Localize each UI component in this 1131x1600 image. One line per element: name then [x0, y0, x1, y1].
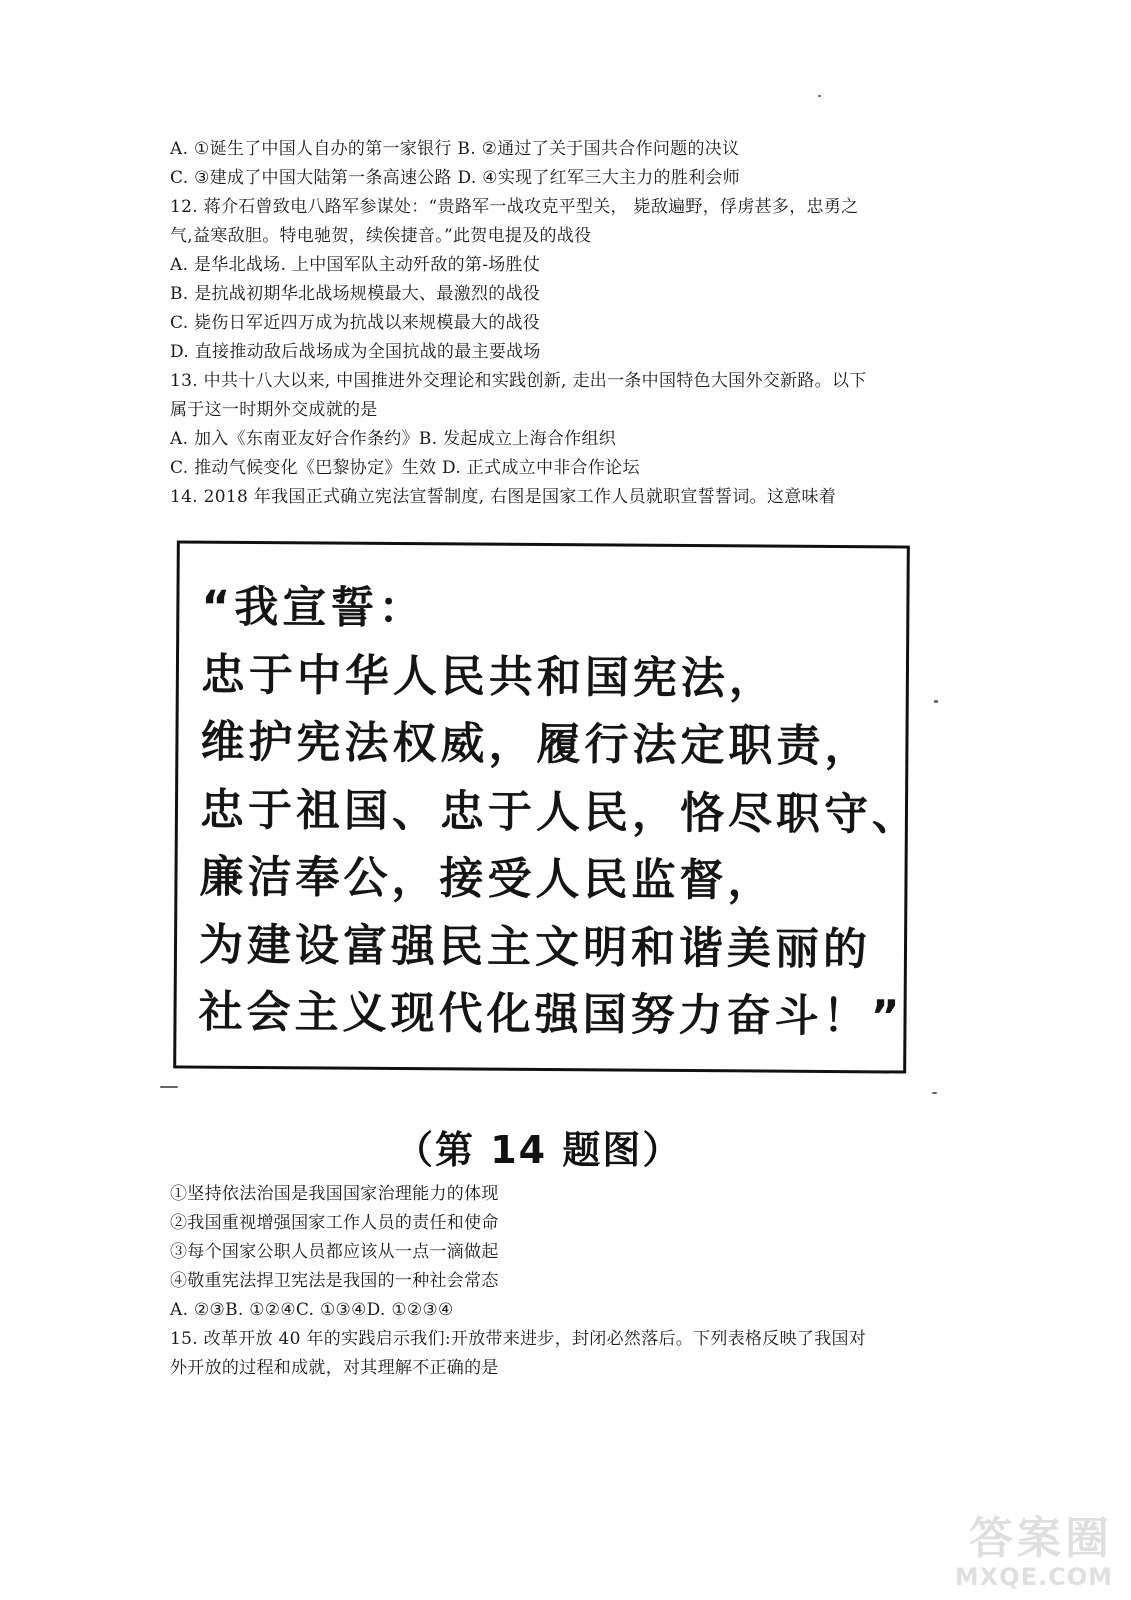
watermark-logo-text: 答案圈: [969, 1513, 1113, 1564]
q12-option-a: A. 是华北战场. 上中国军队主动歼敌的第-场胜仗: [170, 255, 541, 275]
oath-figure: [173, 540, 921, 1073]
q12-option-d: D. 直接推动敌后战场成为全国抗战的最主要战场: [170, 342, 541, 362]
q12-stem-line-1: 12. 蒋介石曾致电八路军参谋处：“贵路军一战攻克平型关， 毙敌遍野，俘虏甚多，忠勇之: [170, 197, 859, 217]
q13-options-cd: C. 推动气候变化《巴黎协定》生效 D. 正式成立中非合作论坛: [170, 458, 640, 478]
scan-speck: [818, 95, 821, 97]
oath-line-2: 忠于中华人民共和国宪法，: [200, 649, 778, 705]
q13-options-ab: A. 加入《东南亚友好合作条约》B. 发起成立上海合作组织: [170, 429, 617, 449]
q14-statement-4: ④敬重宪法捍卫宪法是我国的一种社会常态: [170, 1271, 499, 1291]
scan-speck: [160, 1086, 178, 1088]
site-watermark: [883, 1514, 1113, 1594]
questions-11-14-text: [170, 135, 970, 512]
q12-stem-line-2: 气,益寒敌胆。特电驰贺，续俟捷音。”此贺电提及的战役: [170, 226, 592, 246]
q12-option-c: C. 毙伤日军近四万成为抗战以来规模最大的战役: [170, 313, 541, 333]
oath-line-7: 社会主义现代化强国努力奋斗！”: [198, 986, 904, 1043]
q13-stem-line-1: 13. 中共十八大以来, 中国推进外交理论和实践创新, 走出一条中国特色大国外交新路。以下: [170, 371, 867, 391]
oath-line-6: 为建设富强民主文明和谐美丽的: [198, 919, 872, 975]
q14-statement-2: ②我国重视增强国家工作人员的责任和使命: [170, 1213, 499, 1233]
q13-stem-line-2: 属于这一时期外交成就的是: [170, 400, 378, 420]
q14-options: A. ②③B. ①②④C. ①③④D. ①②③④: [170, 1300, 454, 1320]
questions-14-15-text: [170, 1180, 970, 1383]
figure-caption: （第 14 题图）: [395, 1128, 683, 1172]
q11-options-cd: C. ③建成了中国大陆第一条高速公路 D. ④实现了红军三大主力的胜利会师: [170, 168, 741, 188]
scan-speck: [934, 700, 938, 703]
q14-statement-3: ③每个国家公职人员都应该从一点一滴做起: [170, 1242, 499, 1262]
scan-speck: [932, 1092, 937, 1094]
watermark-domain: MXQE.COM: [954, 1563, 1113, 1591]
q15-stem-line-1: 15. 改革开放 40 年的实践启示我们:开放带来进步，封闭必然落后。下列表格反映了我国对: [170, 1329, 867, 1349]
q12-option-b: B. 是抗战初期华北战场规模最大、最激烈的战役: [170, 284, 541, 304]
oath-line-5: 廉洁奉公，接受人民监督，: [199, 851, 776, 907]
q14-statement-1: ①坚持依法治国是我国国家治理能力的体现: [170, 1184, 499, 1204]
oath-line-3: 维护宪法权威，履行法定职责，: [200, 716, 873, 773]
oath-text: [198, 574, 921, 1052]
q14-stem: 14. 2018 年我国正式确立宪法宣誓制度, 右图是国家工作人员就职宣誓誓词。这意味着: [170, 487, 837, 507]
q11-options-ab: A. ①诞生了中国人自办的第一家银行 B. ②通过了关于国共合作问题的决议: [170, 139, 740, 159]
oath-line-1: “我宣誓：: [201, 581, 427, 635]
oath-line-4: 忠于祖国、忠于人民，恪尽职守、: [199, 784, 921, 841]
q15-stem-line-2: 外开放的过程和成就，对其理解不正确的是: [170, 1358, 499, 1378]
